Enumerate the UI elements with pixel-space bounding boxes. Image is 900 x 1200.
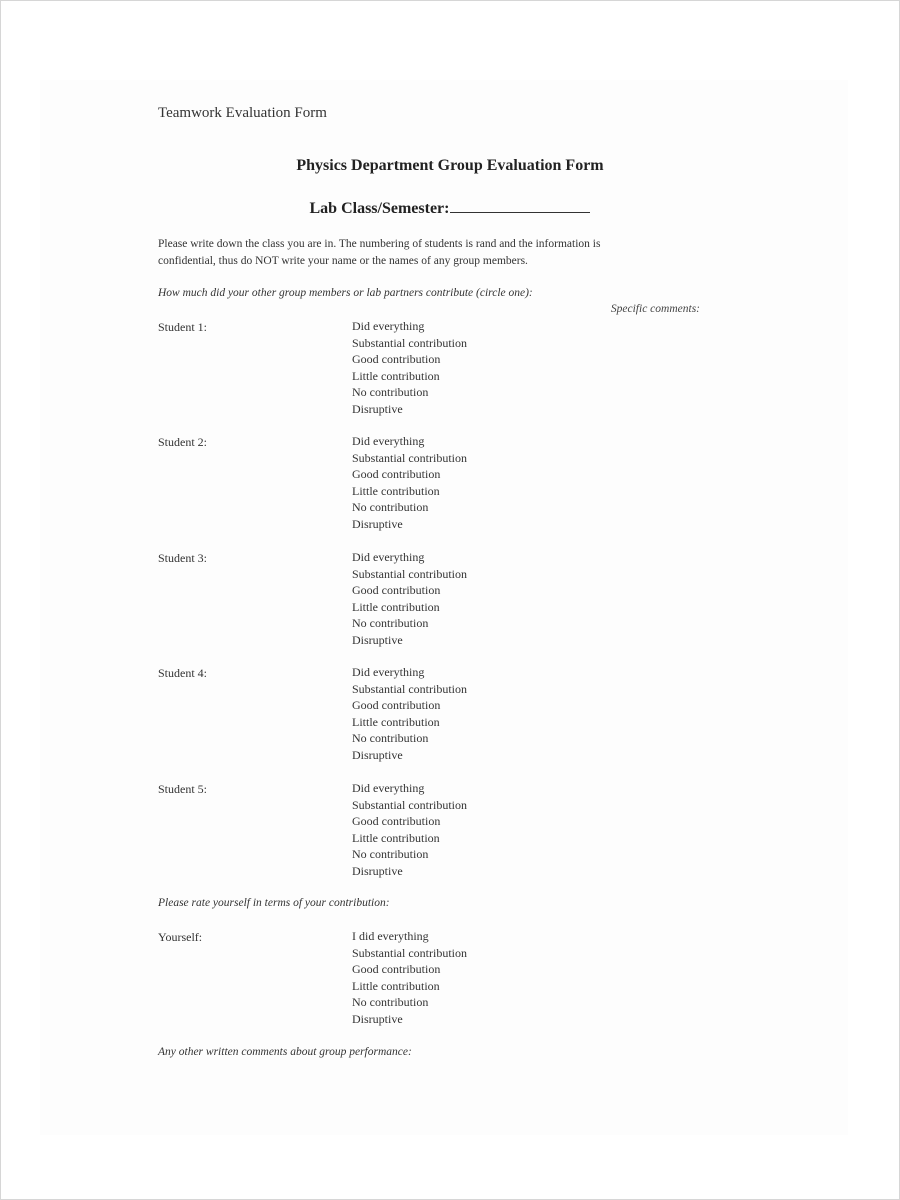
option-disruptive[interactable]: Disruptive xyxy=(352,632,403,647)
option-little-contribution[interactable]: Little contribution xyxy=(352,483,440,498)
student-1-label: Student 1: xyxy=(158,320,208,334)
option-good-contribution[interactable]: Good contribution xyxy=(352,352,441,366)
option-substantial-contribution[interactable]: Substantial contribution xyxy=(352,566,467,581)
student-3-options xyxy=(352,549,467,648)
lab-class-line xyxy=(0,198,900,218)
option-did-everything[interactable]: Did everything xyxy=(352,434,425,448)
option-no-contribution[interactable]: No contribution xyxy=(352,500,429,514)
option-good-contribution[interactable]: Good contribution xyxy=(352,962,441,976)
option-no-contribution[interactable]: No contribution xyxy=(352,847,429,861)
option-disruptive[interactable]: Disruptive xyxy=(352,1011,403,1026)
option-little-contribution[interactable]: Little contribution xyxy=(352,830,440,845)
option-did-everything[interactable]: Did everything xyxy=(352,550,425,564)
specific-comments-label: Specific comments: xyxy=(610,303,700,315)
option-little-contribution[interactable]: Little contribution xyxy=(352,599,440,614)
option-did-everything[interactable]: Did everything xyxy=(352,781,425,795)
student-5-label: Student 5: xyxy=(158,782,208,796)
peer-contribution-prompt: How much did your other group members or lab partners contribute (circle one): xyxy=(158,287,533,299)
option-disruptive[interactable]: Disruptive xyxy=(352,747,403,762)
option-substantial-contribution[interactable]: Substantial contribution xyxy=(352,450,467,465)
option-did-everything[interactable]: Did everything xyxy=(352,665,425,679)
student-3-label: Student 3: xyxy=(158,551,208,565)
option-good-contribution[interactable]: Good contribution xyxy=(352,814,441,828)
instructions-line-1: Please write down the class you are in. The numbering of students is rand and the information is xyxy=(158,238,601,250)
option-good-contribution[interactable]: Good contribution xyxy=(352,698,441,712)
yourself-options xyxy=(352,928,467,1027)
student-4-options xyxy=(352,664,467,763)
student-1-options xyxy=(352,318,467,417)
option-little-contribution[interactable]: Little contribution xyxy=(352,368,440,383)
student-5-options xyxy=(352,780,467,879)
document-header: Teamwork Evaluation Form xyxy=(158,105,327,121)
option-no-contribution[interactable]: No contribution xyxy=(352,385,429,399)
option-disruptive[interactable]: Disruptive xyxy=(352,863,403,878)
option-no-contribution[interactable]: No contribution xyxy=(352,731,429,745)
option-little-contribution[interactable]: Little contribution xyxy=(352,714,440,729)
self-rating-prompt: Please rate yourself in terms of your contribution: xyxy=(158,897,390,909)
option-substantial-contribution[interactable]: Substantial contribution xyxy=(352,335,467,350)
option-good-contribution[interactable]: Good contribution xyxy=(352,467,441,481)
option-did-everything[interactable]: Did everything xyxy=(352,319,425,333)
option-disruptive[interactable]: Disruptive xyxy=(352,516,403,531)
option-i-did-everything[interactable]: I did everything xyxy=(352,929,429,943)
lab-class-blank-field[interactable] xyxy=(450,198,590,213)
option-no-contribution[interactable]: No contribution xyxy=(352,616,429,630)
option-substantial-contribution[interactable]: Substantial contribution xyxy=(352,945,467,960)
form-title: Physics Department Group Evaluation Form xyxy=(296,157,604,174)
student-2-label: Student 2: xyxy=(158,435,208,449)
lab-class-label: Lab Class/Semester: xyxy=(309,200,450,217)
student-2-options xyxy=(352,433,467,532)
option-substantial-contribution[interactable]: Substantial contribution xyxy=(352,797,467,812)
option-good-contribution[interactable]: Good contribution xyxy=(352,583,441,597)
instructions-line-2: confidential, thus do NOT write your name or the names of any group members. xyxy=(158,255,528,267)
student-4-label: Student 4: xyxy=(158,666,208,680)
option-disruptive[interactable]: Disruptive xyxy=(352,401,403,416)
option-substantial-contribution[interactable]: Substantial contribution xyxy=(352,681,467,696)
yourself-label: Yourself: xyxy=(158,930,203,944)
option-no-contribution[interactable]: No contribution xyxy=(352,995,429,1009)
final-comments-prompt: Any other written comments about group performance: xyxy=(158,1046,412,1058)
option-little-contribution[interactable]: Little contribution xyxy=(352,978,440,993)
